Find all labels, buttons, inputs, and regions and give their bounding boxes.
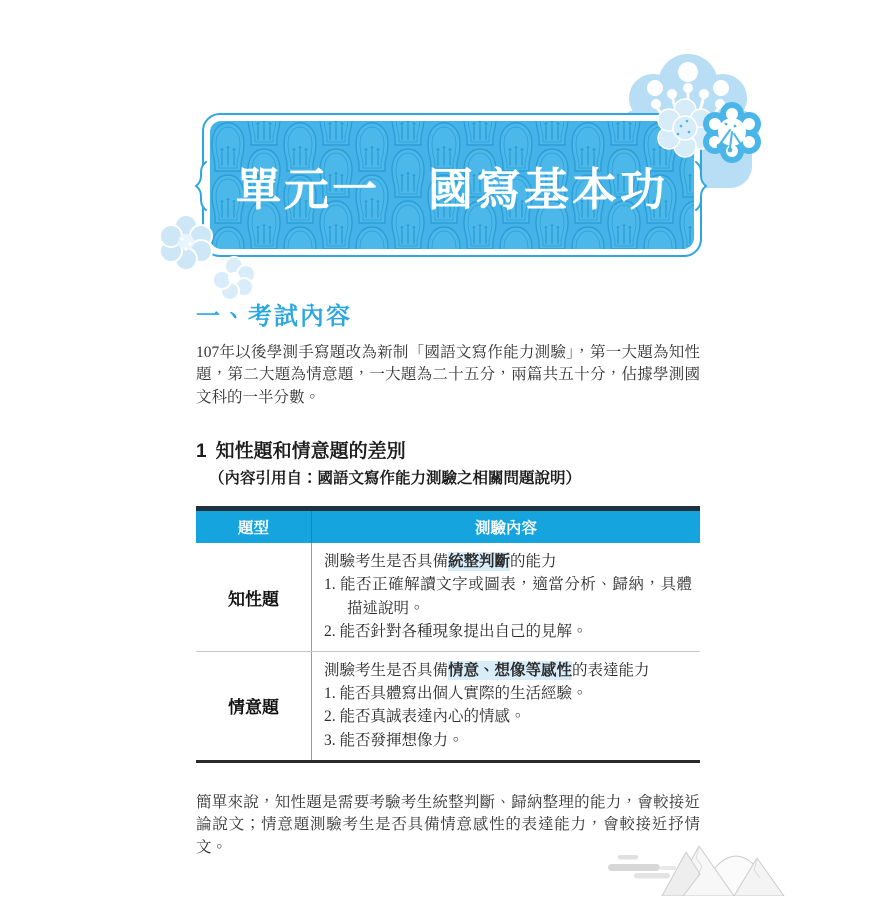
row-type-label: 知性題 — [228, 589, 279, 609]
subsection-block — [196, 440, 700, 489]
list-item: 2. 能否真誠表達內心的情感。 — [324, 708, 526, 726]
page-content — [196, 301, 700, 859]
table-header-type: 題型 — [237, 520, 269, 538]
list-item: 1. 能否正確解讀文字或圖表，適當分析、歸納，具體描述說明。 — [324, 576, 692, 617]
cell-intro-line — [324, 550, 692, 573]
cell-intro-line — [324, 659, 692, 682]
intro-highlight: 情意、想像等感性 — [448, 662, 573, 680]
list-item: 1. 能否具體寫出個人實際的生活經驗。 — [324, 685, 588, 703]
question-type-table — [196, 506, 700, 763]
subsection-number: 1 — [196, 441, 207, 463]
subsection-title — [196, 440, 700, 464]
intro-suffix: 的能力 — [510, 553, 557, 571]
row-content-cell — [311, 652, 700, 760]
subsection-title-text: 知性題和情意題的差別 — [215, 441, 406, 463]
closing-paragraph: 簡單來說，知性題是需要考驗考生統整判斷、歸納整理的能力，會較接近論說文；情意題測驗考生是否具備情意感性的表達能力，會較接近抒情文。 — [196, 793, 700, 856]
table-header-row — [196, 511, 700, 543]
plum-blossom-front-icon — [640, 90, 770, 185]
intro-paragraph: 107年以後學測手寫題改為新制「國語文寫作能力測驗」，第一大題為知性題，第二大題為情意題，一大題為二十五分，兩篇共五十分，佔據學測國文科的一半分數。 — [196, 344, 700, 406]
intro-suffix: 的表達能力 — [572, 662, 650, 680]
unit-banner-title: 單元一 國寫基本功 — [235, 163, 668, 215]
intro-prefix: 測驗考生是否具備 — [324, 662, 449, 680]
list-item: 3. 能否發揮想像力。 — [324, 731, 464, 749]
row-content-cell — [311, 543, 700, 651]
row-type-label: 情意題 — [228, 698, 279, 718]
table-header-content: 測驗內容 — [311, 511, 700, 543]
intro-highlight: 統整判斷 — [448, 553, 511, 571]
small-plum-blossoms-icon — [146, 202, 276, 317]
section-heading: 一、考試內容 — [196, 303, 352, 330]
subsection-source-note: （內容引用自：國語文寫作能力測驗之相關問題說明） — [209, 470, 582, 488]
intro-prefix: 測驗考生是否具備 — [324, 553, 449, 571]
list-item: 2. 能否針對各種現象提出自己的見解。 — [324, 622, 588, 640]
table-row — [196, 651, 700, 760]
table-row — [196, 543, 700, 651]
